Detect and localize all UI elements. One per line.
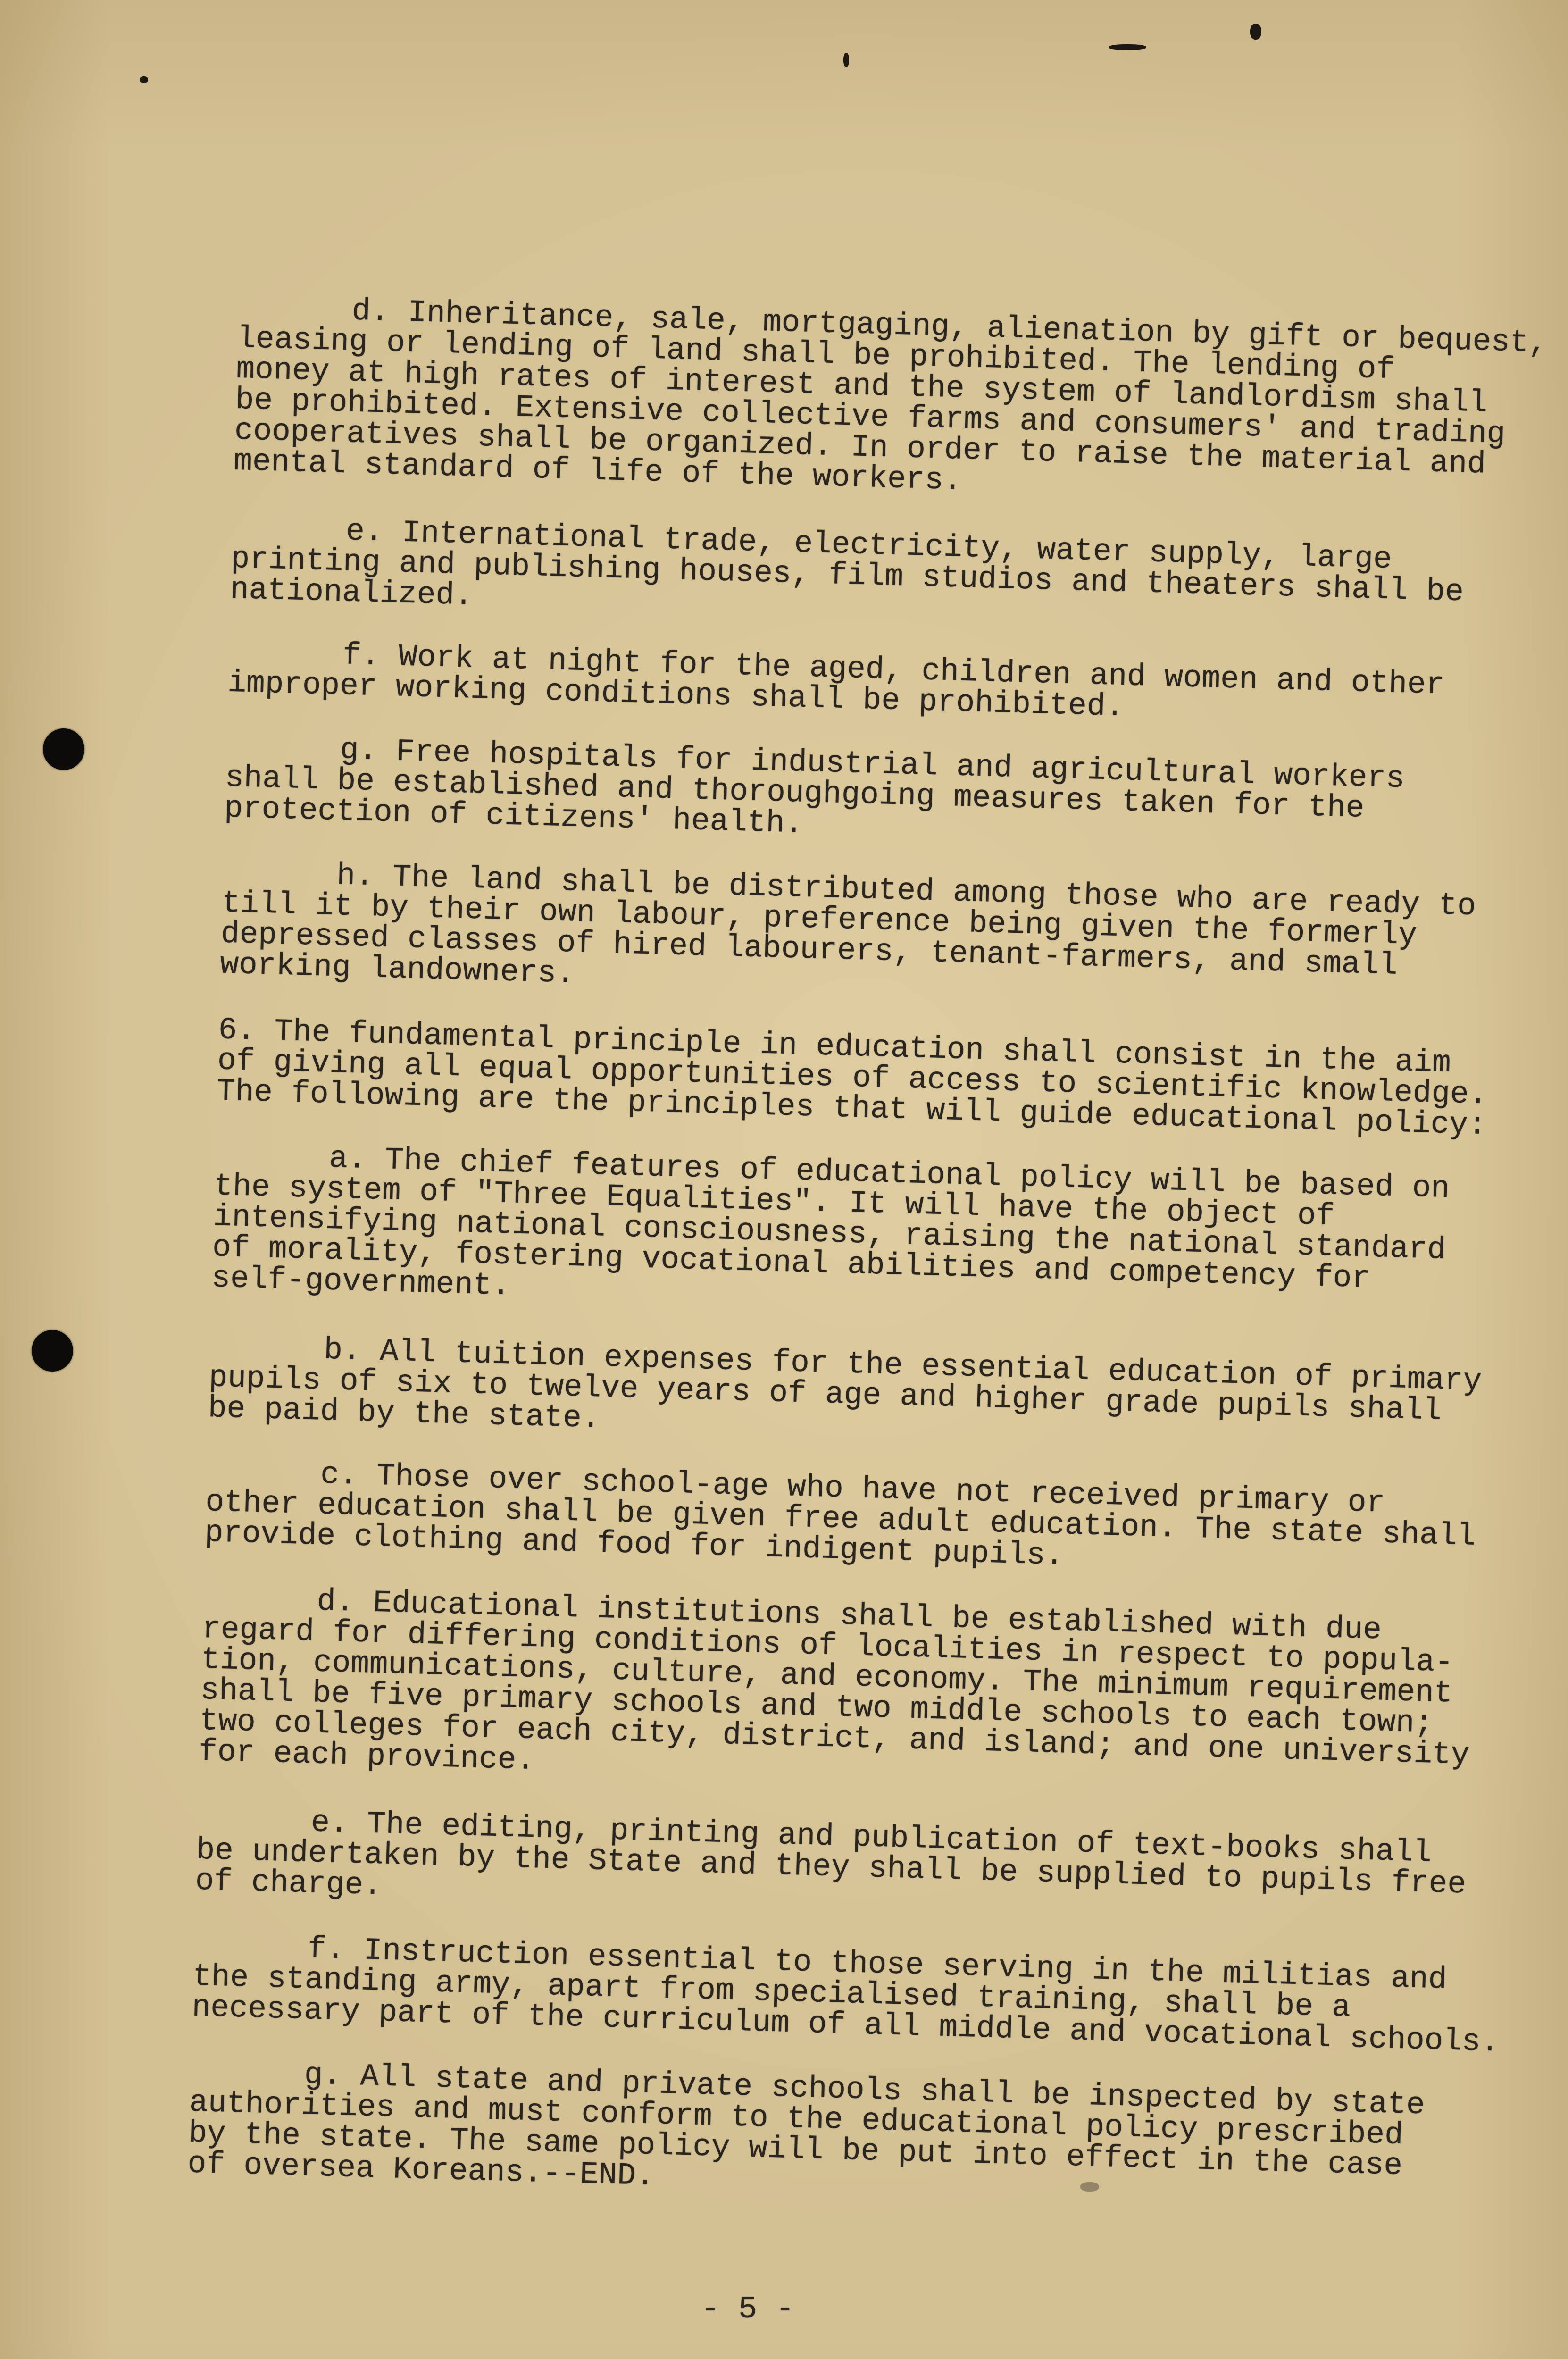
clause-6e-paragraph: e. The editing, printing and publication of text-books shall be undertaken by the State and they shall be supplied to pupils free of charge.: [194, 1805, 1467, 1904]
section-6-intro-paragraph: 6. The fundamental principle in education shall consist in the aim of giving all equal opportunities of access to scientific knowledge. The following are the principles that will guide educational policy:: [216, 1012, 1488, 1144]
punch-hole: [43, 728, 84, 770]
punch-hole: [32, 1330, 73, 1372]
ink-speck: [843, 53, 849, 67]
clause-6c-paragraph: c. Those over school-age who have not received primary or other education shall be given free adult education. The state shall provide clothing and food for indigent pupils.: [204, 1456, 1476, 1574]
clause-6f-paragraph: f. Instruction essential to those serving in the militias and the standing army, apart from specialised training, shall be a necessary part of the curriculum of all middle and vocational schools.: [191, 1931, 1500, 2060]
clause-5g-paragraph: g. Free hospitals for industrial and agricultural workers shall be established and thoroughgoing measures taken for the protection of citizens' health.: [224, 732, 1405, 842]
clause-6d-paragraph: d. Educational institutions shall be established with due regard for differing conditions of localities in respect to popula- tion, communications, culture, and economy. The minimum requirement shall be five primary schools and two middle schools to each town; two colleges for each city, district, and island; and one university for each province.: [198, 1583, 1470, 1779]
clause-5h-paragraph: h. The land shall be distributed among those who are ready to till it by their own labour, preference being given the formerly depressed classes of hired labourers, tenant-farmers, and small working landowners.: [219, 858, 1476, 992]
clause-6g-paragraph: g. All state and private schools shall be inspected by state authorities and must conform to the educational policy prescribed by the state. The same policy will be put into effect in the case of oversea Koreans.--END.: [187, 2057, 1426, 2194]
clause-6a-paragraph: a. The chief features of educational policy will be based on the system of "Three Equalities". It will have the object of intensifying national consciousness, raising the national standard of morality, fostering vocational abilities and competency for self-government.: [211, 1140, 1450, 1304]
clause-5f-paragraph: f. Work at night for the aged, children and women and other improper working conditions shall be prohibited.: [227, 637, 1445, 725]
clause-5d-paragraph: d. Inheritance, sale, mortgaging, alienation by gift or bequest, leasing or lending of land shall be prohibited. The lending of money at high rates of interest and the system of landlordism shall be prohibited. Extensive collective farms and consumers' and trading cooperatives shall be organized. In order to raise the material and mental standard of life of the workers.: [233, 293, 1548, 499]
ink-speck: [140, 76, 148, 83]
clause-5e-paragraph: e. International trade, electricity, water supply, large printing and publishing houses, film studios and theaters shall be nationalized.: [229, 513, 1464, 614]
clause-6b-paragraph: b. All tuition expenses for the essential education of primary pupils of six to twelve years of age and higher grade pupils shall be paid by the state.: [208, 1332, 1483, 1437]
page-number: - 5 -: [701, 2292, 795, 2327]
typed-text-block: [186, 293, 1559, 2262]
ink-speck: [1109, 44, 1146, 50]
ink-speck: [1250, 24, 1261, 40]
